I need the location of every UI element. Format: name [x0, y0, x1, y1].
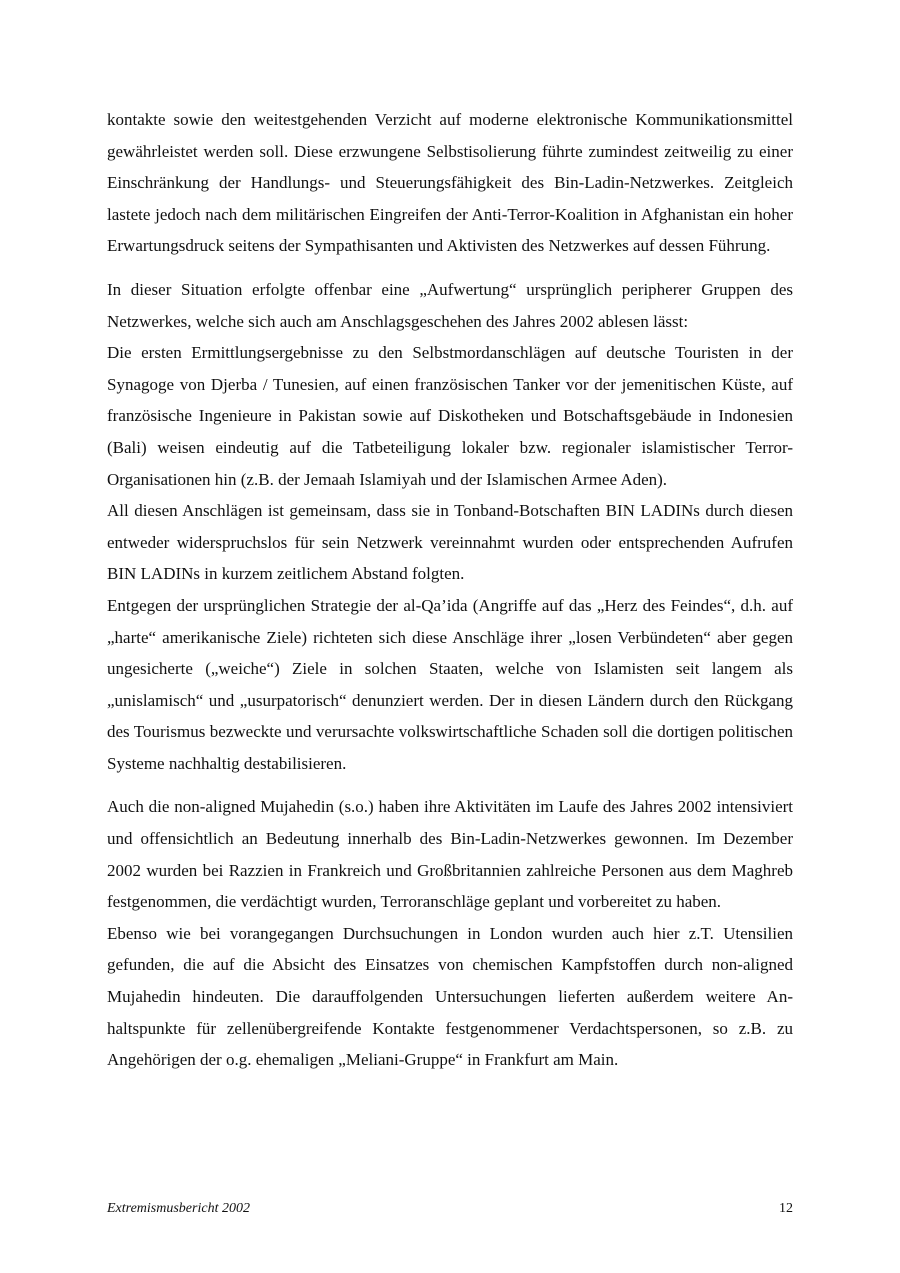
footer-report-title: Extremismusbericht 2002	[107, 1201, 250, 1216]
paragraph-investigation-results: Die ersten Ermittlungsergebnisse zu den Selbstmordanschlägen auf deutsche Touristen in der Synagoge von Djerba / Tunesien, auf einen französischen Tanker vor der jemenitischen Küste, auf französische Ingenieure in Pakistan sowie auf Diskotheken und Botschaftsgebäude in Indonesien (Bali) weisen eindeutig auf die Tatbeteiligung lokaler bzw. regionaler islamistischer Terror-Organisationen hin (z.B. der Jemaah Islamiyah und der Islamischen Armee Aden).	[107, 343, 793, 489]
paragraph-non-aligned-mujahedin: Auch die non-aligned Mujahedin (s.o.) haben ihre Aktivitäten im Laufe des Jahres 2002 intensiviert und offensichtlich an Bedeutung innerhalb des Bin-Ladin-Netzwerkes gewonnen. Im Dezember 2002 wurden bei Razzien in Frankreich und Großbritannien zahlreiche Personen aus dem Maghreb festgenommen, die verdächtigt wurden, Terroranschläge geplant und vorbereitet zu haben.	[107, 797, 793, 912]
paragraph-spacer	[107, 779, 793, 791]
paragraph-network-isolation: kontakte sowie den weitestgehenden Verzicht auf moderne elektronische Kommunikationsmittel gewährleistet werden soll. Diese erzwungene Selbstisolierung führte zumindest zeitweilig zu einer Einschränkung der Handlungs- und Steuerungsfähigkeit des Bin-Ladin-Netzwerkes. Zeitgleich lastete jedoch nach dem militärischen Eingreifen der Anti-Terror-Koalition in Afghanistan ein hoher Erwartungsdruck seitens der Sympathisanten und Aktivisten des Netzwerkes auf dessen Führung.	[107, 110, 793, 256]
paragraph-strategy-soft-targets: Entgegen der ursprünglichen Strategie der al-Qa’ida (Angriffe auf das „Herz des Feindes“, d.h. auf „harte“ amerikanische Ziele) richteten sich diese Anschläge ihrer „losen Verbündeten“ aber gegen ungesicherte („weiche“) Ziele in solchen Staaten, welche von Islamisten seit langem als „unislamisch“ und „usurpatorisch“ denunziert werden. Der in diesen Ländern durch den Rückgang des Tourismus bezweckte und verursachte volkswirtschaftliche Schaden soll die dortigen politischen Systeme nachhaltig destabilisieren.	[107, 595, 793, 773]
paragraph-tape-messages: All diesen Anschlägen ist gemeinsam, dass sie in Tonband-Botschaften BIN LADINs durch diesen entweder widerspruchslos für sein Netzwerk vereinnahmt wurden oder entsprechenden Aufrufen BIN LADINs in kurzem zeitlichem Abstand folgten.	[107, 501, 793, 584]
paragraph-spacer	[107, 262, 793, 274]
document-body	[107, 104, 793, 1076]
paragraph-london-searches: Ebenso wie bei vorangegangen Durchsuchungen in London wurden auch hier z.T. Utensilien gefunden, die auf die Absicht des Einsatzes von chemischen Kampfstoffen durch non-aligned Mujahedin hindeuten. Die darauffolgenden Untersuchungen lieferten außerdem weitere Anhaltspunkte für zellenübergreifende Kontakte festgenommener Verdachtspersonen, so z.B. zu Angehörigen der o.g. ehemaligen „Meliani-Gruppe“ in Frankfurt am Main.	[107, 923, 793, 1070]
page-number: 12	[779, 1201, 793, 1216]
paragraph-upgrade-peripheral-groups: In dieser Situation erfolgte offenbar eine „Aufwertung“ ursprünglich peripherer Gruppen des Netzwerkes, welche sich auch am Anschlagsgeschehen des Jahres 2002 ablesen lässt:	[107, 279, 793, 331]
page-footer	[107, 1199, 793, 1219]
